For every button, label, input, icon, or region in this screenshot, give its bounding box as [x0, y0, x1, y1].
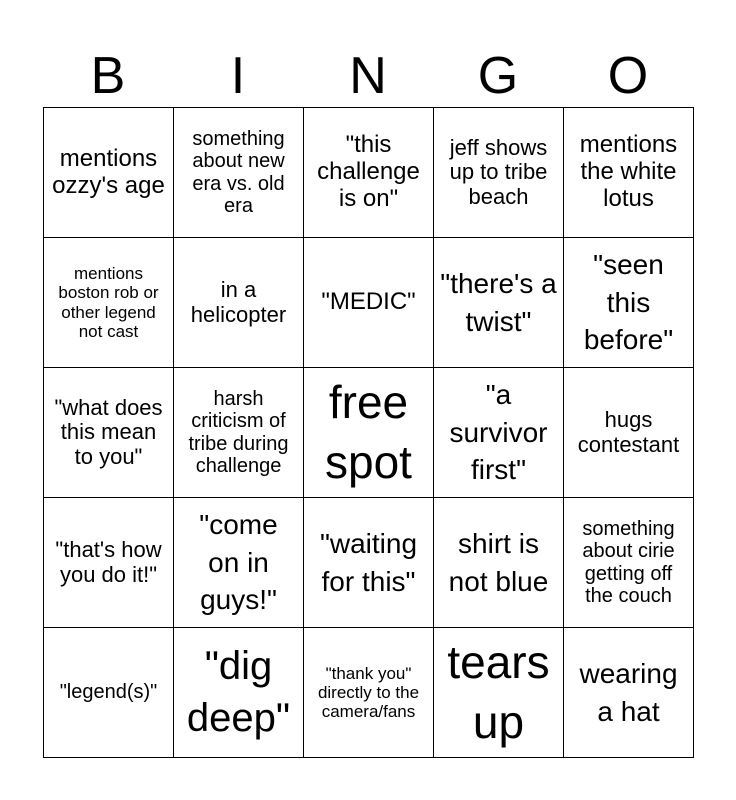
bingo-cell[interactable]: "seen this before" [564, 238, 694, 368]
bingo-cell[interactable]: "there's a twist" [434, 238, 564, 368]
bingo-cell[interactable]: "this challenge is on" [304, 108, 434, 238]
bingo-cell[interactable]: "legend(s)" [44, 628, 174, 758]
bingo-cell[interactable]: mentions the white lotus [564, 108, 694, 238]
bingo-cell[interactable]: mentions ozzy's age [44, 108, 174, 238]
bingo-cell[interactable]: "thank you" directly to the camera/fans [304, 628, 434, 758]
bingo-cell[interactable]: "a survivor first" [434, 368, 564, 498]
free-spot-cell[interactable]: free spot [304, 368, 434, 498]
bingo-cell[interactable]: something about new era vs. old era [174, 108, 304, 238]
bingo-header [43, 44, 693, 108]
bingo-cell[interactable]: wearing a hat [564, 628, 694, 758]
bingo-cell[interactable]: "waiting for this" [304, 498, 434, 628]
header-letter-i: I [230, 47, 246, 105]
header-letter-n: N [349, 47, 387, 105]
bingo-cell[interactable]: "dig deep" [174, 628, 304, 758]
bingo-cell[interactable]: jeff shows up to tribe beach [434, 108, 564, 238]
bingo-cell[interactable]: in a helicopter [174, 238, 304, 368]
bingo-cell[interactable]: shirt is not blue [434, 498, 564, 628]
bingo-cell[interactable]: "MEDIC" [304, 238, 434, 368]
bingo-cell[interactable]: tears up [434, 628, 564, 758]
bingo-cell[interactable]: "that's how you do it!" [44, 498, 174, 628]
bingo-cell[interactable]: mentions boston rob or other legend not cast [44, 238, 174, 368]
bingo-cell[interactable]: something about cirie getting off the couch [564, 498, 694, 628]
header-letter-g: G [477, 47, 519, 105]
header-letter-o: O [607, 47, 649, 105]
header-letter-b: B [90, 47, 126, 105]
bingo-cell[interactable]: harsh criticism of tribe during challenge [174, 368, 304, 498]
bingo-cell[interactable]: hugs contestant [564, 368, 694, 498]
bingo-cell[interactable]: "what does this mean to you" [44, 368, 174, 498]
bingo-cell[interactable]: "come on in guys!" [174, 498, 304, 628]
bingo-grid [43, 107, 694, 758]
